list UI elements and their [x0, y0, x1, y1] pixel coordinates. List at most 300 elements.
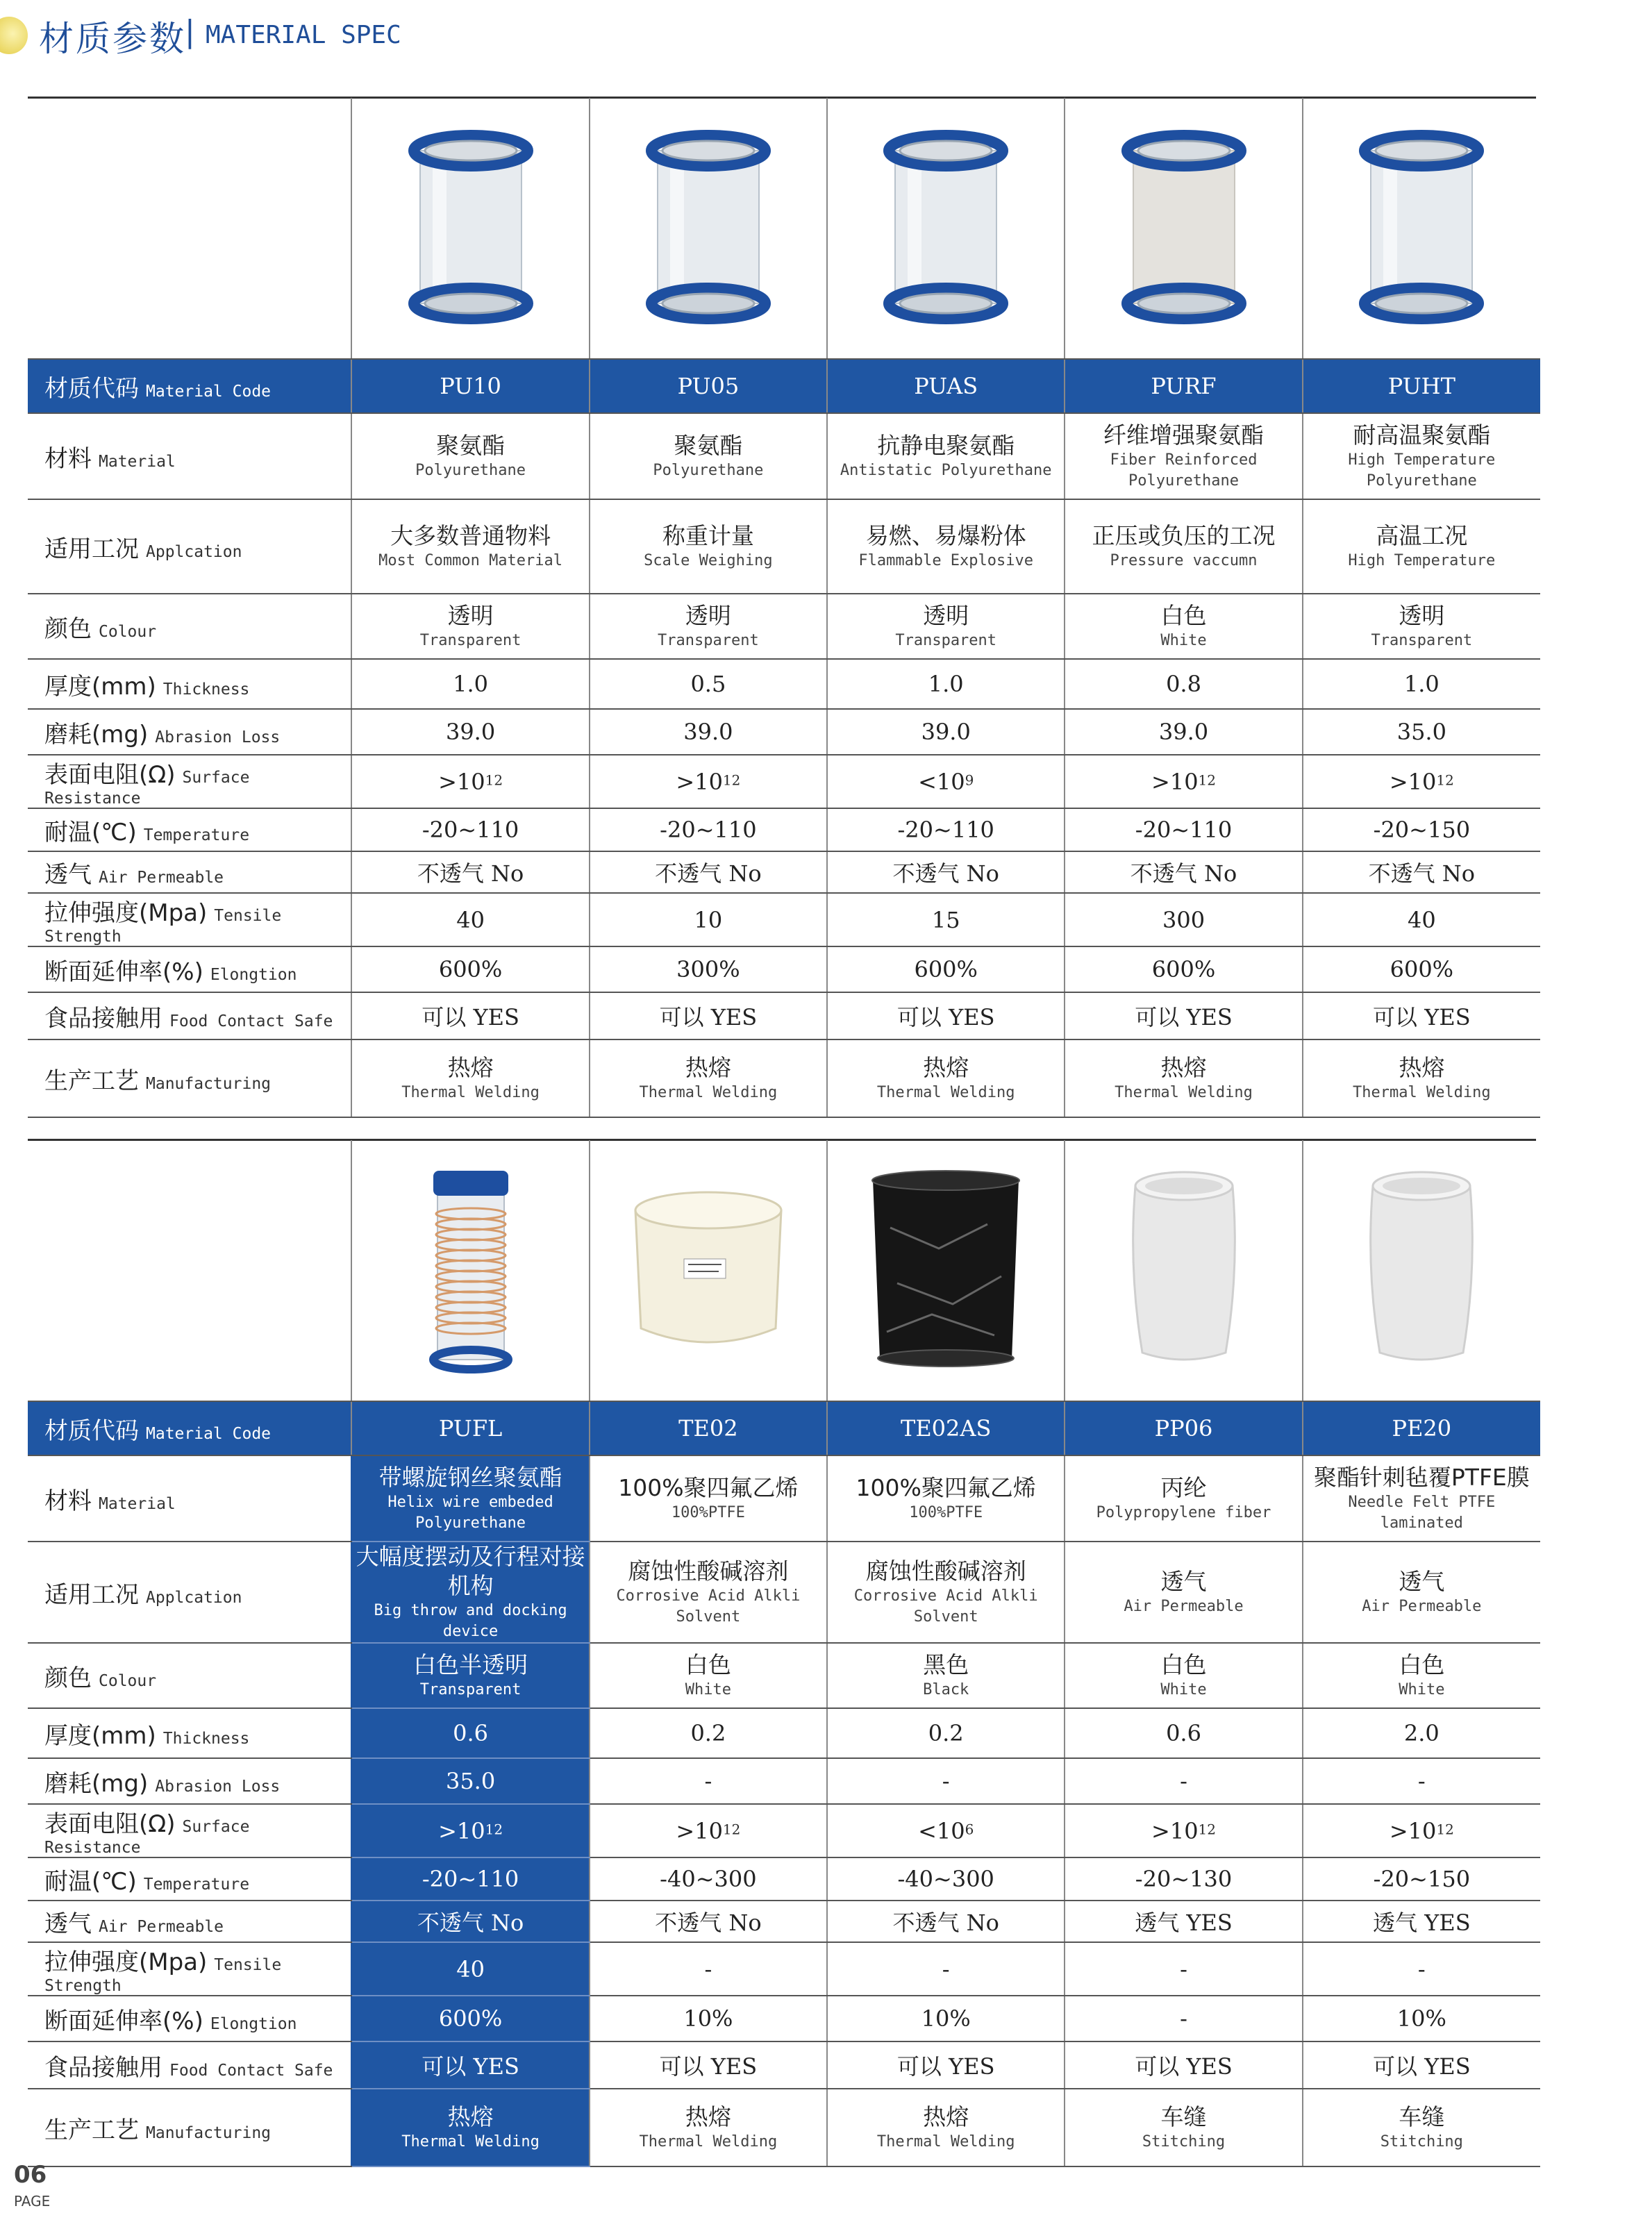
manufacturing-cn: 热熔 [923, 2103, 969, 2130]
cell-colour [1303, 1643, 1540, 1708]
label-temperature-en: Temperature [143, 826, 250, 844]
label-tensile-en: Tensile Strength [44, 1956, 282, 1995]
material-en: Polyurethane [415, 462, 526, 479]
felt-bag-icon [1068, 1165, 1299, 1376]
row-label-thickness [28, 659, 351, 709]
cell-colour [351, 594, 589, 659]
application-cn: 透气 [1399, 1568, 1445, 1595]
white-sleeve-icon [1068, 130, 1299, 327]
abrasion-value: 39.0 [1158, 719, 1209, 745]
row-label-application [28, 1542, 351, 1643]
row-label-temperature [28, 808, 351, 851]
label-manufacturing-en: Manufacturing [146, 2123, 272, 2142]
cell-food [590, 2041, 827, 2089]
cell-air [1065, 851, 1302, 893]
material-code: TE02AS [827, 1401, 1065, 1455]
resistance-base: >10 [438, 1817, 485, 1844]
cell-abrasion [1065, 709, 1302, 755]
product-image-cell [1065, 98, 1302, 359]
label-temperature-cn: 耐温(℃) [44, 818, 137, 846]
material-en: 100%PTFE [909, 1504, 983, 1521]
cell-application [1303, 1542, 1540, 1643]
label-elongation-en: Elongtion [210, 2014, 297, 2033]
label-colour-cn: 颜色 [44, 1664, 92, 1692]
material-en: 100%PTFE [671, 1504, 745, 1521]
cell-air [351, 851, 589, 893]
abrasion-value: - [942, 1768, 950, 1794]
cell-thickness [827, 659, 1065, 709]
cell-application [590, 499, 827, 594]
tensile-value: 40 [456, 906, 485, 933]
cell-temperature [1303, 1857, 1540, 1901]
cell-application [827, 499, 1065, 594]
cell-thickness [1065, 659, 1302, 709]
cell-thickness [351, 1708, 589, 1758]
cell-thickness [1303, 1708, 1540, 1758]
label-tensile-cn: 拉伸强度(Mpa) [44, 899, 208, 927]
resistance-exponent: 12 [485, 1821, 503, 1838]
row-label-code [28, 359, 351, 413]
application-cn: 腐蚀性酸碱溶剂 [865, 1558, 1026, 1585]
cell-elongation [1065, 946, 1302, 992]
cell-elongation [351, 946, 589, 992]
material-code: PP06 [1065, 1401, 1302, 1455]
label-tensile-cn: 拉伸强度(Mpa) [44, 1948, 208, 1976]
air-value: 不透气 No [655, 1910, 762, 1936]
cell-abrasion [827, 1758, 1065, 1804]
material-en: Antistatic Polyurethane [840, 462, 1052, 479]
resistance-exponent: 6 [965, 1821, 974, 1838]
cell-application [827, 1542, 1065, 1643]
cell-material [1065, 413, 1302, 499]
label-air-en: Air Permeable [99, 868, 224, 887]
food-value: 可以 YES [1373, 1004, 1471, 1030]
material-cn: 抗静电聚氨酯 [877, 432, 1015, 459]
tensile-value: 15 [931, 906, 960, 933]
cell-food [1065, 2041, 1302, 2089]
colour-cn: 白色半透明 [413, 1651, 528, 1678]
abrasion-value: 39.0 [683, 719, 733, 745]
application-en: Air Permeable [1124, 1598, 1244, 1615]
cell-air [1303, 851, 1540, 893]
felt-bag-icon [1306, 1165, 1537, 1376]
material-code: PURF [1065, 359, 1302, 413]
food-value: 可以 YES [422, 2053, 519, 2080]
cell-application [1303, 499, 1540, 594]
label-code-en: Material Code [146, 382, 272, 401]
cell-elongation [590, 946, 827, 992]
manufacturing-en: Stitching [1142, 2133, 1226, 2151]
cell-abrasion [351, 1758, 589, 1804]
label-material-en: Material [99, 452, 176, 471]
label-thickness-en: Thickness [162, 680, 250, 699]
label-abrasion-en: Abrasion Loss [155, 1777, 281, 1796]
thickness-value: 1.0 [453, 671, 489, 697]
product-image-cell [590, 1140, 827, 1401]
thickness-value: 0.8 [1166, 671, 1201, 697]
cell-abrasion [590, 1758, 827, 1804]
temperature-value: -20~110 [1135, 817, 1233, 843]
cell-resistance [1303, 1804, 1540, 1857]
label-code-en: Material Code [146, 1424, 272, 1443]
manufacturing-cn: 车缝 [1160, 2103, 1207, 2130]
cell-food [1065, 992, 1302, 1039]
cell-material [1303, 413, 1540, 499]
colour-cn: 透明 [923, 602, 969, 629]
application-cn: 称重计量 [662, 522, 754, 549]
thickness-value: 0.6 [453, 1720, 489, 1746]
material-code: PUHT [1303, 359, 1540, 413]
resistance-exponent: 12 [485, 771, 503, 789]
label-resistance-en: Surface Resistance [44, 1818, 250, 1857]
cell-colour [351, 1643, 589, 1708]
manufacturing-en: Thermal Welding [639, 1084, 778, 1101]
cell-manufacturing [827, 2089, 1065, 2166]
manufacturing-en: Thermal Welding [401, 1084, 540, 1101]
cell-thickness [1065, 1708, 1302, 1758]
cell-food [351, 2041, 589, 2089]
cell-food [351, 992, 589, 1039]
colour-en: Black [923, 1681, 969, 1698]
cell-application [590, 1542, 827, 1643]
row-label-colour [28, 594, 351, 659]
cell-manufacturing [1065, 1039, 1302, 1117]
temperature-value: -40~300 [660, 1866, 757, 1892]
product-image-cell [351, 1140, 589, 1401]
cell-air [827, 851, 1065, 893]
row-label-tensile [28, 893, 351, 946]
row-label-thickness [28, 1708, 351, 1758]
cell-abrasion [1303, 1758, 1540, 1804]
colour-en: Transparent [419, 1681, 522, 1698]
transparent-sleeve-icon [355, 130, 585, 327]
label-thickness-en: Thickness [162, 1729, 250, 1748]
temperature-value: -20~110 [422, 817, 519, 843]
spec-table-1 [28, 98, 1540, 1118]
colour-en: White [1160, 1681, 1207, 1698]
cell-manufacturing [590, 2089, 827, 2166]
resistance-base: >10 [438, 768, 485, 795]
cell-resistance [590, 755, 827, 808]
resistance-base: >10 [1389, 1817, 1437, 1844]
material-en: Helix wire embeded Polyurethane [387, 1494, 553, 1532]
cell-colour [590, 594, 827, 659]
material-cn: 100%聚四氟乙烯 [856, 1474, 1036, 1501]
temperature-value: -20~110 [422, 1866, 519, 1892]
colour-en: Transparent [658, 632, 759, 649]
application-cn: 透气 [1160, 1568, 1207, 1595]
material-cn: 耐高温聚氨酯 [1353, 421, 1491, 449]
cell-food [1303, 992, 1540, 1039]
cell-resistance [590, 1804, 827, 1857]
elongation-value: 600% [438, 2005, 503, 2032]
cell-air [1065, 1901, 1302, 1942]
elongation-value: 600% [914, 956, 978, 983]
resistance-exponent: 12 [1436, 1821, 1454, 1838]
product-image-cell [827, 1140, 1065, 1401]
spec-table-2 [28, 1140, 1540, 2167]
resistance-base: <10 [918, 1817, 965, 1844]
material-code: PU05 [590, 359, 827, 413]
row-label-code [28, 1401, 351, 1455]
helix-sleeve-icon [355, 1165, 585, 1376]
temperature-value: -20~150 [1373, 817, 1471, 843]
cell-food [590, 992, 827, 1039]
row-label-manufacturing [28, 1039, 351, 1117]
food-value: 可以 YES [1135, 1004, 1233, 1030]
row-label-resistance [28, 1804, 351, 1857]
cell-material [351, 413, 589, 499]
air-value: 透气 YES [1135, 1910, 1233, 1936]
cell-material [590, 413, 827, 499]
label-abrasion-cn: 磨耗(mg) [44, 1769, 149, 1798]
cell-air [590, 1901, 827, 1942]
label-material-en: Material [99, 1494, 176, 1513]
product-image-cell [1303, 1140, 1540, 1401]
air-value: 不透气 No [417, 860, 524, 887]
label-elongation-cn: 断面延伸率(%) [44, 2007, 203, 2035]
cell-temperature [351, 1857, 589, 1901]
cell-resistance [1065, 755, 1302, 808]
cell-application [351, 1542, 589, 1643]
cell-manufacturing [590, 1039, 827, 1117]
label-air-cn: 透气 [44, 860, 92, 889]
tensile-value: 40 [456, 1955, 485, 1982]
abrasion-value: - [1180, 1768, 1187, 1794]
colour-cn: 白色 [1160, 602, 1207, 629]
label-resistance-en: Surface Resistance [44, 769, 250, 808]
cell-abrasion [1065, 1758, 1302, 1804]
manufacturing-en: Thermal Welding [876, 1084, 1015, 1101]
product-image-cell [1065, 1140, 1302, 1401]
label-resistance-cn: 表面电阻(Ω) [44, 761, 176, 789]
cell-resistance [827, 1804, 1065, 1857]
title-cn: 材质参数 [39, 19, 186, 59]
material-cn: 100%聚四氟乙烯 [618, 1474, 799, 1501]
cell-resistance [1303, 755, 1540, 808]
cell-air [590, 851, 827, 893]
label-resistance-cn: 表面电阻(Ω) [44, 1810, 176, 1838]
application-en: Big throw and docking device [374, 1602, 567, 1640]
air-value: 不透气 No [892, 1910, 999, 1936]
elongation-value: 10% [683, 2005, 733, 2032]
cell-tensile [1065, 893, 1302, 946]
label-elongation-cn: 断面延伸率(%) [44, 958, 203, 986]
material-code: PUAS [827, 359, 1065, 413]
cell-temperature [1065, 1857, 1302, 1901]
resistance-exponent: 12 [1436, 771, 1454, 789]
cell-resistance [1065, 1804, 1302, 1857]
colour-cn: 透明 [447, 602, 494, 629]
elongation-value: 600% [438, 956, 503, 983]
tensile-value: 300 [1162, 906, 1205, 933]
cell-material [351, 1455, 589, 1542]
cell-temperature [1303, 808, 1540, 851]
manufacturing-en: Thermal Welding [639, 2133, 778, 2151]
row-label-food [28, 992, 351, 1039]
colour-cn: 白色 [1160, 1651, 1207, 1678]
cell-resistance [351, 1804, 589, 1857]
tensile-value: 40 [1407, 906, 1436, 933]
thickness-value: 1.0 [928, 671, 964, 697]
cell-colour [827, 594, 1065, 659]
temperature-value: -20~110 [660, 817, 757, 843]
cell-thickness [590, 659, 827, 709]
row-label-abrasion [28, 709, 351, 755]
food-value: 可以 YES [659, 2053, 758, 2080]
cell-manufacturing [1303, 2089, 1540, 2166]
cell-thickness [827, 1708, 1065, 1758]
abrasion-value: - [1417, 1768, 1426, 1794]
ptfe-black-bag-icon [831, 1165, 1061, 1376]
label-manufacturing-cn: 生产工艺 [44, 1067, 139, 1095]
cell-material [1303, 1455, 1540, 1542]
colour-en: White [685, 1681, 731, 1698]
row-label-material [28, 413, 351, 499]
label-code-cn: 材质代码 [44, 374, 139, 403]
label-abrasion-en: Abrasion Loss [155, 728, 281, 746]
food-value: 可以 YES [896, 1004, 995, 1030]
row-label-colour [28, 1643, 351, 1708]
thickness-value: 0.6 [1166, 1720, 1201, 1746]
material-en: Fiber Reinforced Polyurethane [1110, 451, 1258, 490]
elongation-value: - [1180, 2005, 1187, 2032]
air-value: 不透气 No [655, 860, 762, 887]
material-cn: 聚酯针刺毡覆PTFE膜 [1313, 1464, 1530, 1491]
label-manufacturing-cn: 生产工艺 [44, 2116, 139, 2144]
temperature-value: -40~300 [897, 1866, 994, 1892]
label-food-cn: 食品接触用 [44, 2053, 162, 2082]
label-material-cn: 材料 [44, 1487, 92, 1515]
tensile-value: - [942, 1955, 950, 1982]
material-cn: 聚氨酯 [674, 432, 743, 459]
tensile-value: 10 [694, 906, 723, 933]
product-image-cell [827, 98, 1065, 359]
resistance-base: <10 [918, 768, 965, 795]
application-cn: 腐蚀性酸碱溶剂 [628, 1558, 789, 1585]
resistance-exponent: 12 [722, 1821, 741, 1838]
cell-colour [1065, 594, 1302, 659]
manufacturing-en: Thermal Welding [401, 2133, 540, 2151]
cell-tensile [351, 893, 589, 946]
transparent-sleeve-icon [1306, 130, 1537, 327]
row-label-elongation [28, 946, 351, 992]
cell-thickness [1303, 659, 1540, 709]
cell-abrasion [590, 709, 827, 755]
cell-application [1065, 1542, 1302, 1643]
ptfe-white-bag-icon [593, 1183, 824, 1359]
cell-resistance [827, 755, 1065, 808]
material-en: High Temperature Polyurethane [1348, 451, 1496, 490]
cell-tensile [590, 1942, 827, 1996]
resistance-exponent: 9 [965, 771, 974, 789]
application-en: Pressure vaccumn [1110, 552, 1258, 569]
food-value: 可以 YES [896, 2053, 995, 2080]
label-air-en: Air Permeable [99, 1917, 224, 1936]
cell-manufacturing [351, 1039, 589, 1117]
food-value: 可以 YES [1373, 2053, 1471, 2080]
cell-temperature [1065, 808, 1302, 851]
row-label-elongation [28, 1996, 351, 2041]
title-en: MATERIAL SPEC [206, 21, 401, 49]
cell-tensile [1303, 893, 1540, 946]
air-value: 不透气 No [417, 1910, 524, 1936]
cell-thickness [590, 1708, 827, 1758]
label-food-cn: 食品接触用 [44, 1004, 162, 1033]
abrasion-value: 39.0 [445, 719, 496, 745]
label-elongation-en: Elongtion [210, 965, 297, 984]
row-label-application [28, 499, 351, 594]
cell-abrasion [827, 709, 1065, 755]
temperature-value: -20~150 [1373, 1866, 1471, 1892]
cell-colour [827, 1643, 1065, 1708]
row-label-air [28, 851, 351, 893]
row-label-temperature [28, 1857, 351, 1901]
label-application-cn: 适用工况 [44, 1580, 139, 1609]
label-colour-cn: 颜色 [44, 615, 92, 643]
elongation-value: 300% [676, 956, 740, 983]
food-value: 可以 YES [659, 1004, 758, 1030]
tensile-value: - [1180, 1955, 1187, 1982]
page-header [0, 0, 486, 69]
air-value: 不透气 No [892, 860, 999, 887]
cell-manufacturing [351, 2089, 589, 2166]
cell-material [590, 1455, 827, 1542]
product-image-cell [351, 98, 589, 359]
row-label-tensile [28, 1942, 351, 1996]
cell-colour [590, 1643, 827, 1708]
cell-food [827, 992, 1065, 1039]
cell-air [351, 1901, 589, 1942]
manufacturing-en: Thermal Welding [876, 2133, 1015, 2151]
manufacturing-cn: 热熔 [447, 1054, 494, 1081]
cell-application [351, 499, 589, 594]
manufacturing-en: Thermal Welding [1115, 1084, 1253, 1101]
cell-tensile [827, 1942, 1065, 1996]
manufacturing-cn: 热熔 [1160, 1054, 1207, 1081]
cell-temperature [827, 1857, 1065, 1901]
tensile-value: - [704, 1955, 712, 1982]
air-value: 不透气 No [1130, 860, 1237, 887]
food-value: 可以 YES [1135, 2053, 1233, 2080]
colour-en: Transparent [895, 632, 997, 649]
cell-manufacturing [827, 1039, 1065, 1117]
manufacturing-cn: 热熔 [1399, 1054, 1445, 1081]
application-en: Flammable Explosive [858, 552, 1034, 569]
application-cn: 大幅度摆动及行程对接机构 [356, 1543, 585, 1599]
material-en: Polyurethane [653, 462, 764, 479]
cell-temperature [590, 808, 827, 851]
manufacturing-cn: 热熔 [685, 1054, 731, 1081]
label-food-en: Food Contact Safe [169, 1012, 333, 1030]
abrasion-value: 35.0 [445, 1768, 496, 1794]
food-value: 可以 YES [422, 1004, 519, 1030]
cell-elongation [827, 946, 1065, 992]
cell-temperature [351, 808, 589, 851]
cell-air [1303, 1901, 1540, 1942]
cell-food [1303, 2041, 1540, 2089]
colour-cn: 白色 [1399, 1651, 1445, 1678]
image-label-cell [28, 1140, 351, 1401]
cell-elongation [1065, 1996, 1302, 2041]
cell-colour [1303, 594, 1540, 659]
label-material-cn: 材料 [44, 444, 92, 473]
manufacturing-en: Stitching [1380, 2133, 1463, 2151]
cell-food [827, 2041, 1065, 2089]
abrasion-value: 35.0 [1396, 719, 1446, 745]
application-cn: 高温工况 [1376, 522, 1468, 549]
colour-en: Transparent [1371, 632, 1473, 649]
